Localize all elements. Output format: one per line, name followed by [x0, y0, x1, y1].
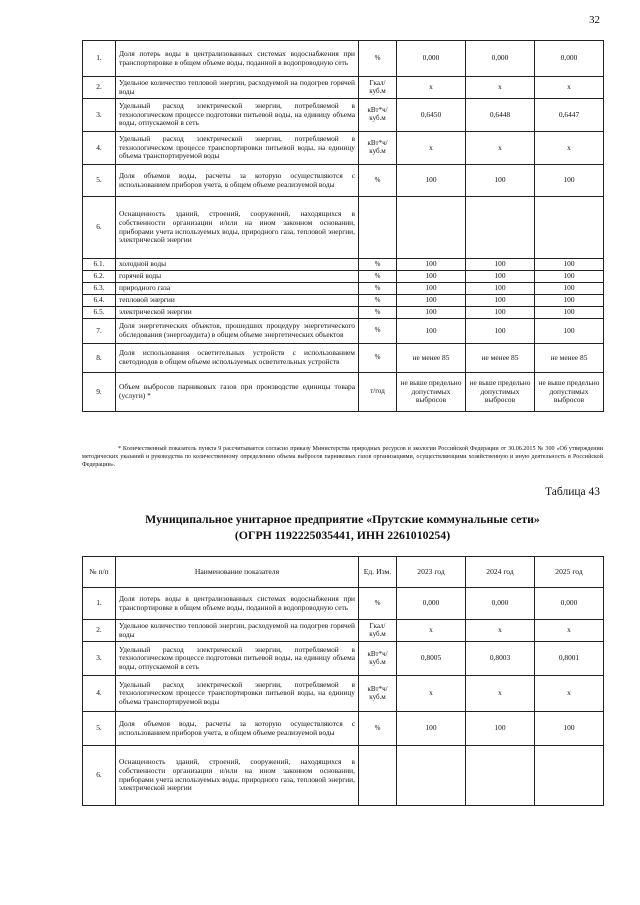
value-year-2: х: [466, 132, 535, 165]
indicators-table-top: [82, 40, 604, 412]
indicator-name: природного газа: [116, 283, 359, 295]
value-year-3: х: [535, 132, 604, 165]
row-number: 8.: [83, 344, 116, 373]
header-unit: Ед. Изм.: [359, 557, 397, 588]
unit-cell: Гкал/ куб.м: [359, 77, 397, 99]
value-year-2: 0,8003: [466, 642, 535, 676]
value-year-3: 100: [535, 283, 604, 295]
indicator-name: Доля объемов воды, расчеты за которую осуществляются с использованием приборов учета, в общем объеме реализуемой воды: [116, 165, 359, 197]
value-year-2: 100: [466, 307, 535, 319]
header-indicator-name: Наименование показателя: [116, 557, 359, 588]
table-row: [83, 588, 604, 620]
row-number: 6.4.: [83, 295, 116, 307]
unit-cell: кВт*ч/ куб.м: [359, 99, 397, 132]
value-year-3: не менее 85: [535, 344, 604, 373]
table-row: [83, 319, 604, 344]
value-year-2: 100: [466, 283, 535, 295]
table-row: [83, 271, 604, 283]
unit-cell: %: [359, 319, 397, 344]
value-year-1: 0,8005: [397, 642, 466, 676]
value-year-1: не выше предельно допустимых выбросов: [397, 373, 466, 412]
unit-cell: [359, 746, 397, 806]
value-year-3: 100: [535, 271, 604, 283]
value-year-1: не менее 85: [397, 344, 466, 373]
row-number: 7.: [83, 319, 116, 344]
row-number: 2.: [83, 77, 116, 99]
row-number: 5.: [83, 165, 116, 197]
value-year-3: [535, 197, 604, 259]
table-row: [83, 197, 604, 259]
indicator-name: Доля потерь воды в централизованных системах водоснабжения при транспортировке в общем объеме воды, поданной в водопроводную сеть: [116, 41, 359, 77]
unit-cell: %: [359, 259, 397, 271]
unit-cell: кВт*ч/ куб.м: [359, 132, 397, 165]
value-year-2: 100: [466, 712, 535, 746]
unit-cell: %: [359, 295, 397, 307]
value-year-2: х: [466, 620, 535, 642]
indicator-name: Доля потерь воды в централизованных системах водоснабжения при транспортировке в общем объеме воды, поданной в водопроводную сеть: [116, 588, 359, 620]
header-year-2024: 2024 год: [466, 557, 535, 588]
row-number: 9.: [83, 373, 116, 412]
value-year-1: х: [397, 132, 466, 165]
row-number: 1.: [83, 41, 116, 77]
header-year-2023: 2023 год: [397, 557, 466, 588]
table-header-row: [83, 557, 604, 588]
value-year-1: 100: [397, 259, 466, 271]
header-number: № п/п: [83, 557, 116, 588]
value-year-1: 0,6450: [397, 99, 466, 132]
unit-cell: Гкал/ куб.м: [359, 620, 397, 642]
indicator-name: Удельное количество тепловой энергии, расходуемой на подогрев горячей воды: [116, 620, 359, 642]
indicator-name: электрической энергии: [116, 307, 359, 319]
value-year-1: 100: [397, 295, 466, 307]
value-year-2: х: [466, 77, 535, 99]
table-row: [83, 307, 604, 319]
value-year-2: 100: [466, 259, 535, 271]
value-year-2: не выше предельно допустимых выбросов: [466, 373, 535, 412]
indicator-name: Удельный расход электрической энергии, потребляемой в технологическом процессе подготовки питьевой воды, на единицу объема воды, отпускаемой в сеть: [116, 642, 359, 676]
value-year-2: [466, 746, 535, 806]
indicator-name: Доля энергетических объектов, прошедших процедуру энергетического обследования (энергоаудита) в общем объеме энергетических объектов: [116, 319, 359, 344]
value-year-3: 100: [535, 165, 604, 197]
indicator-name: Удельное количество тепловой энергии, расходуемой на подогрев горячей воды: [116, 77, 359, 99]
value-year-2: 0,6448: [466, 99, 535, 132]
indicator-name: Доля использования осветительных устройств с использованием светодиодов в общем объеме используемых осветительных устройств: [116, 344, 359, 373]
value-year-2: 0,000: [466, 588, 535, 620]
table-row: [83, 642, 604, 676]
organization-registration: (ОГРН 1192225035441, ИНН 2261010254): [234, 527, 451, 542]
value-year-3: [535, 746, 604, 806]
value-year-2: 100: [466, 319, 535, 344]
row-number: 4.: [83, 132, 116, 165]
unit-cell: %: [359, 271, 397, 283]
indicator-name: тепловой энергии: [116, 295, 359, 307]
table-row: [83, 373, 604, 412]
row-number: 3.: [83, 642, 116, 676]
value-year-2: х: [466, 676, 535, 712]
value-year-1: 100: [397, 307, 466, 319]
unit-cell: %: [359, 307, 397, 319]
table-row: [83, 99, 604, 132]
value-year-3: 100: [535, 712, 604, 746]
value-year-3: 100: [535, 307, 604, 319]
row-number: 4.: [83, 676, 116, 712]
value-year-1: 100: [397, 319, 466, 344]
row-number: 6.: [83, 197, 116, 259]
value-year-1: х: [397, 676, 466, 712]
unit-cell: %: [359, 283, 397, 295]
indicator-name: Оснащенность зданий, строений, сооружений, находящихся в собственности организации и/или на ином законном основании, приборами учета используемых воды, природного газа, тепловой энергии, электрической энергии: [116, 746, 359, 806]
unit-cell: кВт*ч/ куб.м: [359, 642, 397, 676]
row-number: 5.: [83, 712, 116, 746]
value-year-3: не выше предельно допустимых выбросов: [535, 373, 604, 412]
value-year-1: [397, 197, 466, 259]
value-year-1: 100: [397, 712, 466, 746]
table-row: [83, 712, 604, 746]
indicators-table-bottom: [82, 556, 604, 806]
table-row: [83, 344, 604, 373]
indicator-name: Оснащенность зданий, строений, сооружений, находящихся в собственности организации и/или на ином законном основании, приборами учета используемых воды, природного газа, тепловой энергии, электрической энергии: [116, 197, 359, 259]
value-year-3: 100: [535, 319, 604, 344]
footnote: * Количественный показатель пункта 9 рассчитывается согласно приказу Министерства природных ресурсов и экологии Российской Федерации от 30.06.2015 № 300 «Об утверждении методических указаний и руководства по количественному определению объема выбросов парниковых газов организациями, осуществляющими хозяйственную и иную деятельность в Российской Федерации».: [82, 446, 603, 468]
row-number: 6.5.: [83, 307, 116, 319]
value-year-1: 100: [397, 283, 466, 295]
table-row: [83, 283, 604, 295]
value-year-1: х: [397, 620, 466, 642]
row-number: 6.1.: [83, 259, 116, 271]
value-year-2: 100: [466, 295, 535, 307]
table-row: [83, 132, 604, 165]
value-year-2: 100: [466, 165, 535, 197]
indicator-name: горячей воды: [116, 271, 359, 283]
row-number: 2.: [83, 620, 116, 642]
row-number: 6.3.: [83, 283, 116, 295]
value-year-3: 100: [535, 295, 604, 307]
row-number: 3.: [83, 99, 116, 132]
value-year-3: 0,000: [535, 588, 604, 620]
value-year-3: 100: [535, 259, 604, 271]
unit-cell: [359, 197, 397, 259]
value-year-2: 0,000: [466, 41, 535, 77]
value-year-3: 0,8001: [535, 642, 604, 676]
table-caption: Таблица 43: [545, 486, 600, 498]
value-year-1: 0,000: [397, 41, 466, 77]
table-row: [83, 77, 604, 99]
indicator-name: Доля объемов воды, расчеты за которую осуществляются с использованием приборов учета, в общем объеме реализуемой воды: [116, 712, 359, 746]
value-year-1: х: [397, 77, 466, 99]
unit-cell: кВт*ч/ куб.м: [359, 676, 397, 712]
value-year-2: 100: [466, 271, 535, 283]
indicator-name: холодной воды: [116, 259, 359, 271]
table-row: [83, 295, 604, 307]
unit-cell: %: [359, 41, 397, 77]
organization-name: Муниципальное унитарное предприятие «Прутские коммунальные сети»: [145, 512, 540, 526]
unit-cell: т/год: [359, 373, 397, 412]
value-year-3: 0,000: [535, 41, 604, 77]
value-year-3: х: [535, 676, 604, 712]
table-row: [83, 259, 604, 271]
value-year-1: [397, 746, 466, 806]
indicator-name: Удельный расход электрической энергии, потребляемой в технологическом процессе транспортировки питьевой воды, на единицу объема транспортируемой воды: [116, 676, 359, 712]
value-year-3: х: [535, 620, 604, 642]
table-row: [83, 676, 604, 712]
table-row: [83, 746, 604, 806]
value-year-3: 0,6447: [535, 99, 604, 132]
table-row: [83, 620, 604, 642]
row-number: 6.2.: [83, 271, 116, 283]
indicator-name: Удельный расход электрической энергии, потребляемой в технологическом процессе подготовки питьевой воды, на единицу объема воды, отпускаемой в сеть: [116, 99, 359, 132]
unit-cell: %: [359, 165, 397, 197]
value-year-1: 100: [397, 165, 466, 197]
value-year-1: 0,000: [397, 588, 466, 620]
value-year-2: [466, 197, 535, 259]
row-number: 6.: [83, 746, 116, 806]
row-number: 1.: [83, 588, 116, 620]
value-year-1: 100: [397, 271, 466, 283]
header-year-2025: 2025 год: [535, 557, 604, 588]
table-row: [83, 41, 604, 77]
value-year-3: х: [535, 77, 604, 99]
page-number: 32: [589, 14, 600, 26]
organization-title: [82, 512, 603, 544]
unit-cell: %: [359, 588, 397, 620]
unit-cell: %: [359, 344, 397, 373]
unit-cell: %: [359, 712, 397, 746]
indicator-name: Удельный расход электрической энергии, потребляемой в технологическом процессе транспортировки питьевой воды, на единицу объема транспортируемой воды: [116, 132, 359, 165]
value-year-2: не менее 85: [466, 344, 535, 373]
indicator-name: Объем выбросов парниковых газов при производстве единицы товара (услуги) *: [116, 373, 359, 412]
table-row: [83, 165, 604, 197]
